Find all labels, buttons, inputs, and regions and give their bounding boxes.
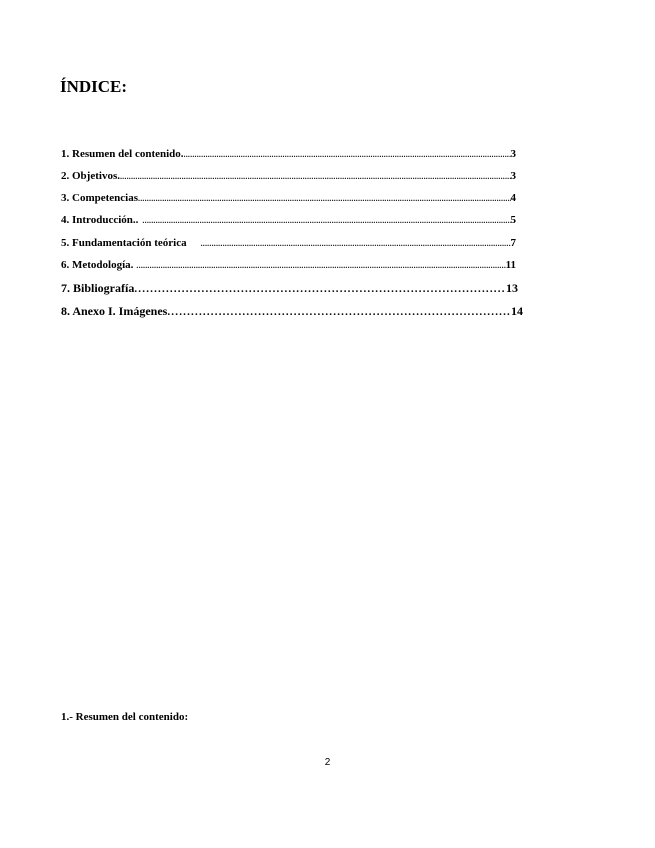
toc-dot-leader [184,146,511,163]
toc-dot-leader [138,190,511,207]
toc-entry-label: 8. Anexo I. Imágenes [61,304,168,318]
toc-dot-leader [120,168,511,185]
toc-entry-label: 4. Introducción.. [61,214,139,226]
toc-entry-label: 5. Fundamentación teórica [61,237,187,249]
toc-entry-page: 13 [506,281,518,295]
toc-entry-page: 11 [505,259,516,271]
page-title: ÍNDICE: [60,77,128,96]
toc-entry-resumen[interactable] [61,145,516,163]
section-heading-resumen: 1.- Resumen del contenido: [61,711,189,723]
toc-entry-metodologia[interactable] [61,256,516,274]
toc-dot-leader [167,303,511,320]
toc-entry-objetivos[interactable] [61,167,516,185]
toc-dot-leader [134,280,506,297]
toc-entry-label: 1. Resumen del contenido. [61,148,184,160]
toc-dot-leader [142,212,510,229]
page-number: 2 [324,757,331,768]
toc-entry-bibliografia[interactable] [61,279,518,297]
toc-entry-label: 6. Metodología. [61,259,134,271]
toc-entry-competencias[interactable] [61,189,516,207]
toc-dot-leader [136,257,505,274]
toc-entry-label: 3. Competencias [61,192,138,204]
toc-entry-label: 7. Bibliografía [61,281,135,295]
toc-entry-label: 2. Objetivos. [61,170,120,182]
toc-entry-page: 3 [510,148,516,160]
toc-entry-fundamentacion[interactable] [61,234,516,252]
toc-entry-page: 5 [510,214,516,226]
toc-entry-page: 7 [510,237,516,249]
toc-entry-page: 3 [510,170,516,182]
toc-entry-page: 4 [510,192,516,204]
toc-dot-leader [201,235,511,252]
toc-entry-anexo[interactable] [61,302,523,320]
toc-entry-introduccion[interactable] [61,211,516,229]
toc-entry-page: 14 [511,304,523,318]
